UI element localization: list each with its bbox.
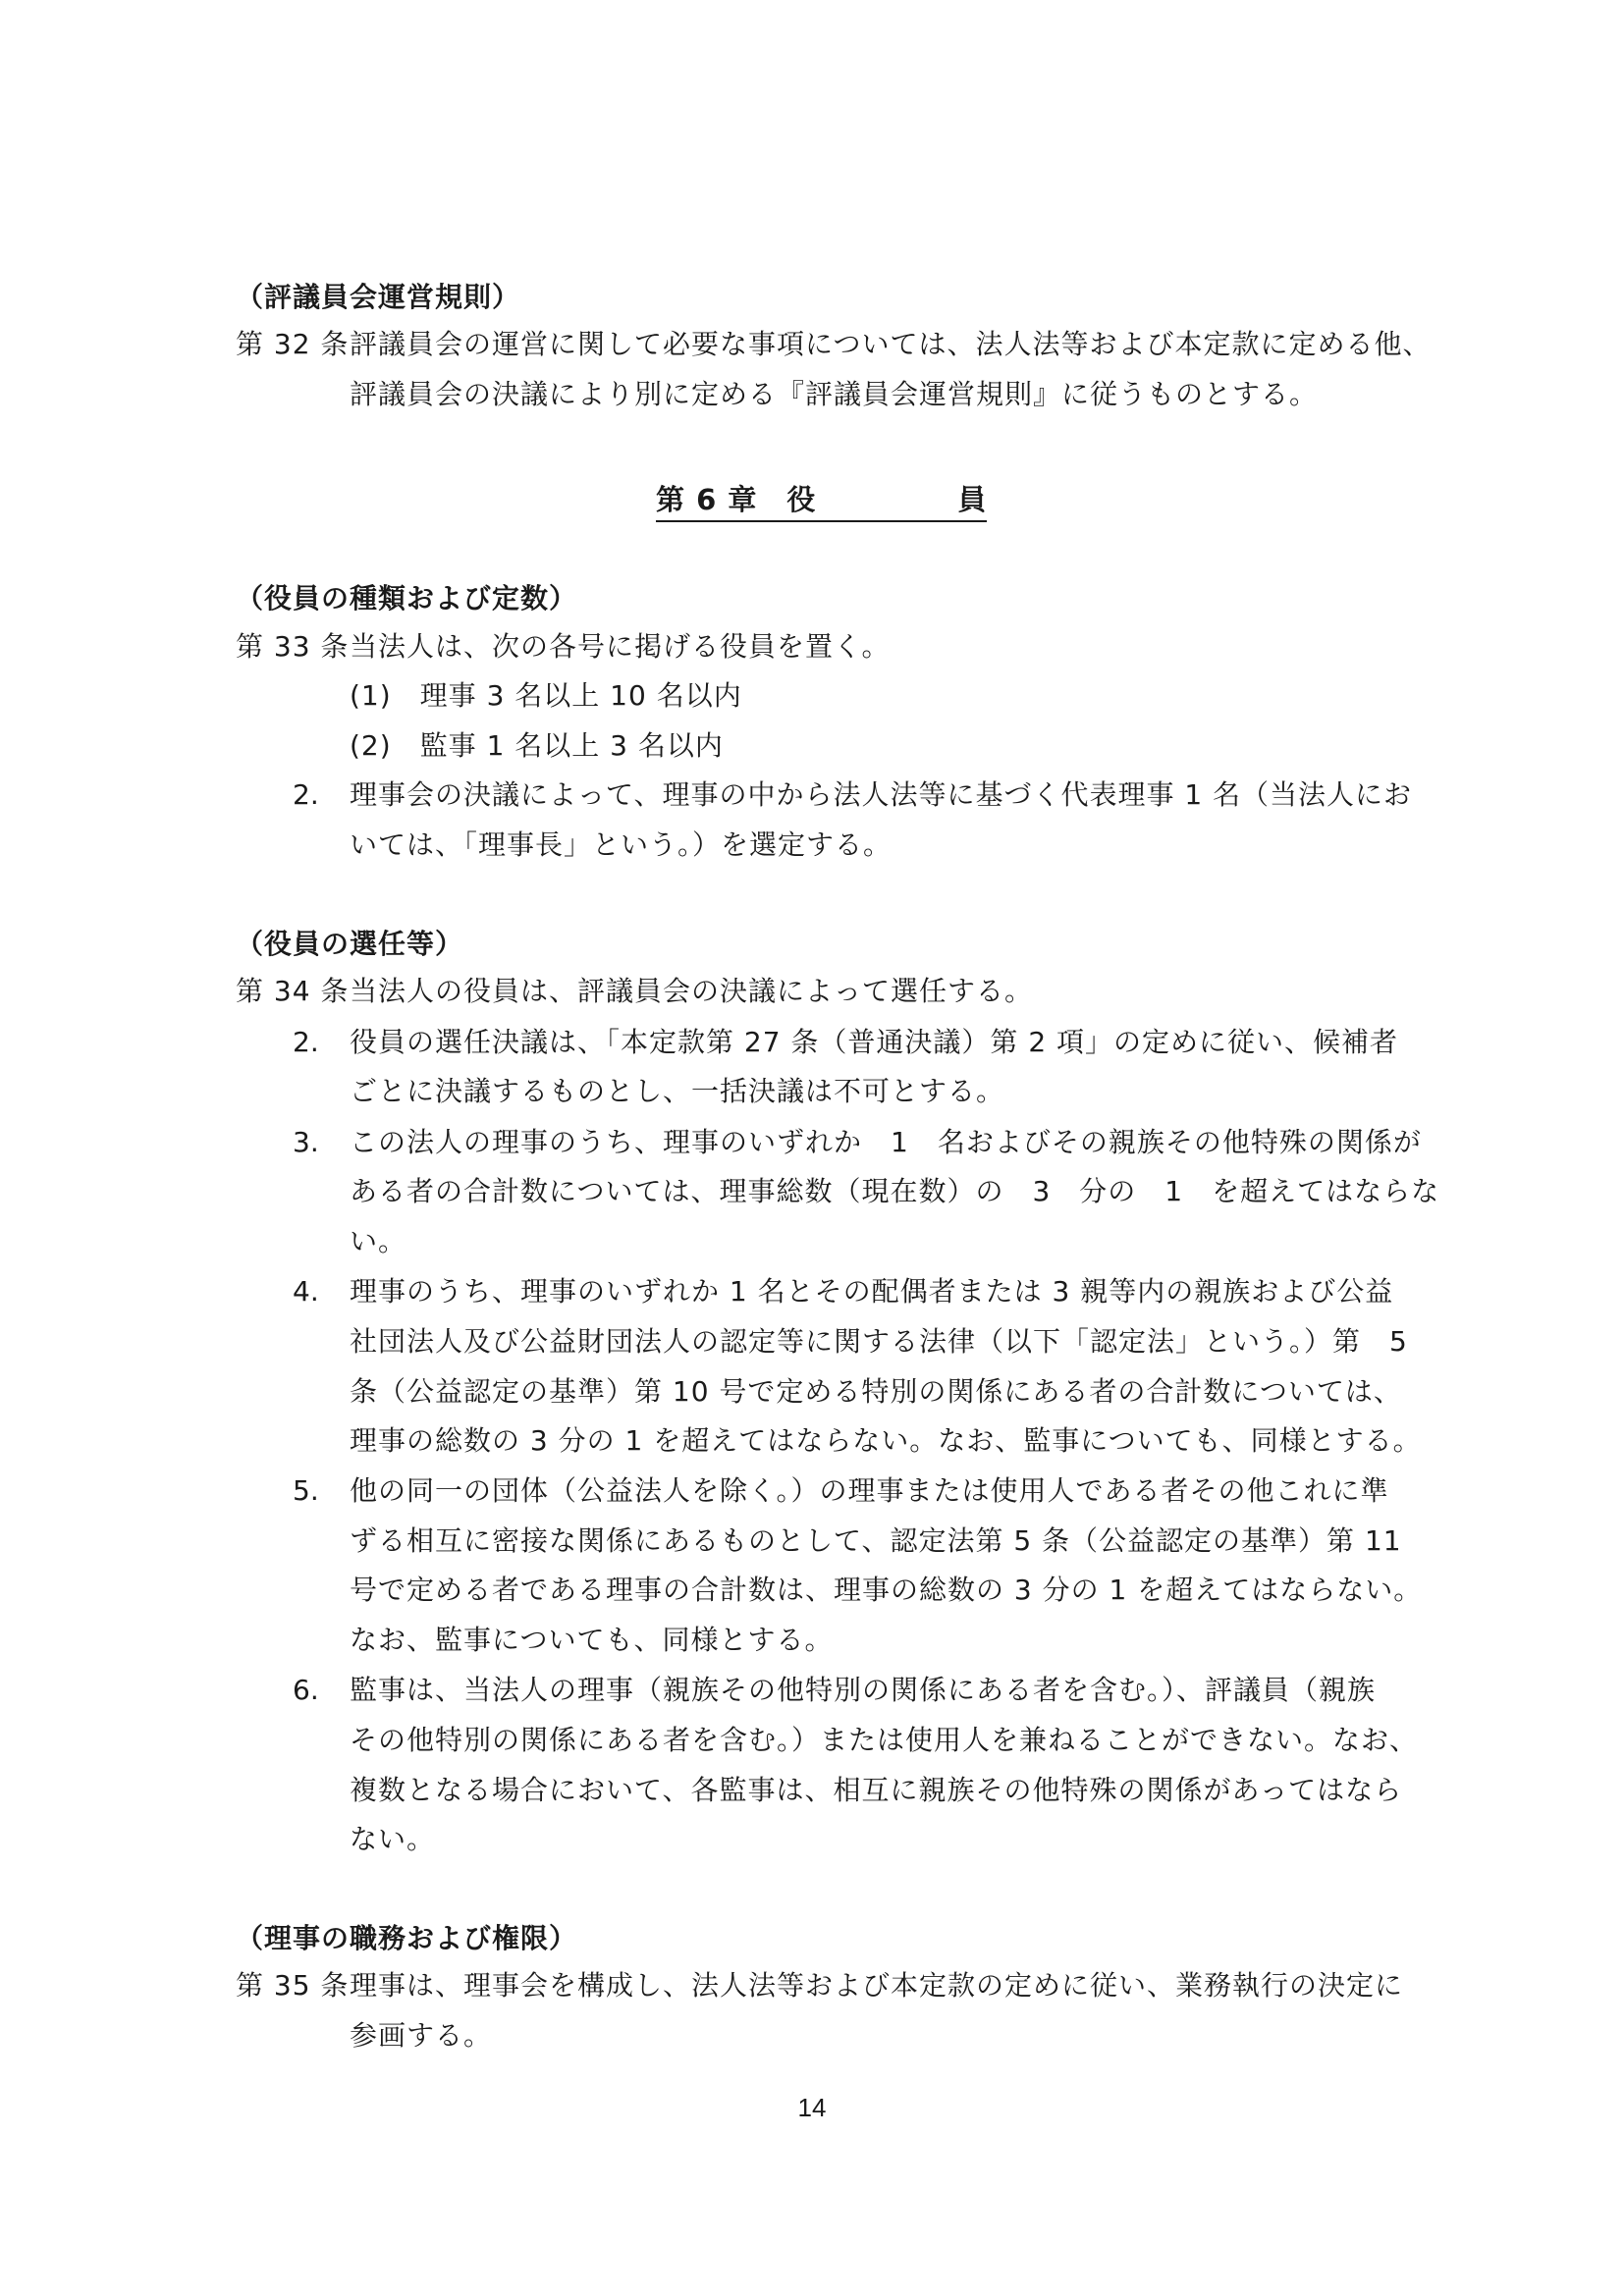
article-34-para-6-line-1: 監事は、当法人の理事（親族その他特別の関係にある者を含む。）、評議員（親族 xyxy=(350,1674,1377,1706)
article-number-34: 第 34 条 xyxy=(236,975,350,1007)
article-34-para-5-number: 5. xyxy=(293,1474,319,1507)
article-32-line-2: 評議員会の決議により別に定める『評議員会運営規則』に従うものとする。 xyxy=(350,378,1319,410)
article-34-para-5-line-3: 号で定める者である理事の合計数は、理事の総数の 3 分の 1 を超えてはならない。 xyxy=(350,1574,1423,1606)
article-34-para-3-number: 3. xyxy=(293,1126,319,1158)
article-33-para-2-line-2: いては、「理事長」という。）を選定する。 xyxy=(350,828,893,861)
article-35-line-2: 参画する。 xyxy=(350,2019,493,2052)
article-33-para-2-number: 2. xyxy=(293,778,319,811)
article-34-para-4-line-3: 条（公益認定の基準）第 10 号で定める特別の関係にある者の合計数については、 xyxy=(350,1375,1402,1408)
article-33-line-1: 当法人は、次の各号に掲げる役員を置く。 xyxy=(350,630,891,663)
article-34-para-3-line-3: い。 xyxy=(350,1225,407,1257)
article-33-item-2: (2) 監事 1 名以上 3 名以内 xyxy=(350,729,724,762)
article-number-32: 第 32 条 xyxy=(236,328,350,360)
article-34-para-4-number: 4. xyxy=(293,1275,319,1308)
article-34-para-2-line-2: ごとに決議するものとし、一括決議は不可とする。 xyxy=(350,1075,1005,1107)
article-33-item-1: (1) 理事 3 名以上 10 名以内 xyxy=(350,679,742,712)
article-34-para-5-line-1: 他の同一の団体（公益法人を除く。）の理事または使用人である者その他これに準 xyxy=(350,1474,1389,1507)
article-34-para-4-line-4: 理事の総数の 3 分の 1 を超えてはならない。なお、監事についても、同様とする。 xyxy=(350,1424,1422,1457)
article-34-para-5-line-2: ずる相互に密接な関係にあるものとして、認定法第 5 条（公益認定の基準）第 11 xyxy=(350,1524,1402,1557)
article-34-para-3-line-2: ある者の合計数については、理事総数（現在数）の 3 分の 1 を超えてはならな xyxy=(350,1175,1440,1207)
section-heading-32: （評議員会運営規則） xyxy=(236,281,521,313)
article-34-para-6-line-2: その他特別の関係にある者を含む。）または使用人を兼ねることができない。なお、 xyxy=(350,1724,1419,1756)
article-number-35: 第 35 条 xyxy=(236,1969,350,2002)
article-35-line-1: 理事は、理事会を構成し、法人法等および本定款の定めに従い、業務執行の決定に xyxy=(350,1969,1404,2002)
article-32-line-1: 評議員会の運営に関して必要な事項については、法人法等および本定款に定める他、 xyxy=(350,328,1432,360)
section-heading-33: （役員の種類および定数） xyxy=(236,582,578,614)
article-33-para-2-line-1: 理事会の決議によって、理事の中から法人法等に基づく代表理事 1 名（当法人にお xyxy=(350,778,1413,811)
article-34-line-1: 当法人の役員は、評議員会の決議によって選任する。 xyxy=(350,975,1034,1007)
article-34-para-3-line-1: この法人の理事のうち、理事のいずれか 1 名およびその親族その他特殊の関係が xyxy=(350,1126,1422,1158)
chapter-label-tail: 員 xyxy=(957,483,988,516)
page-number: 14 xyxy=(797,2093,827,2122)
article-34-para-4-line-1: 理事のうち、理事のいずれか 1 名とその配偶者または 3 親等内の親族および公益 xyxy=(350,1275,1394,1308)
article-34-para-6-number: 6. xyxy=(293,1674,319,1706)
article-34-para-2-line-1: 役員の選任決議は、「本定款第 27 条（普通決議）第 2 項」の定めに従い、候補者 xyxy=(350,1026,1399,1058)
chapter-title xyxy=(656,478,987,522)
section-heading-34: （役員の選任等） xyxy=(236,928,464,960)
article-34-para-6-line-3: 複数となる場合において、各監事は、相互に親族その他特殊の関係があってはなら xyxy=(350,1774,1403,1806)
article-34-para-4-line-2: 社団法人及び公益財団法人の認定等に関する法律（以下「認定法」という。）第 5 xyxy=(350,1325,1408,1358)
article-number-33: 第 33 条 xyxy=(236,630,350,663)
article-34-para-2-number: 2. xyxy=(293,1026,319,1058)
article-34-para-6-line-4: ない。 xyxy=(350,1823,436,1855)
article-34-para-5-line-4: なお、監事についても、同様とする。 xyxy=(350,1624,834,1656)
chapter-label: 第 6 章 役 xyxy=(656,483,817,516)
section-heading-35: （理事の職務および権限） xyxy=(236,1922,578,1954)
